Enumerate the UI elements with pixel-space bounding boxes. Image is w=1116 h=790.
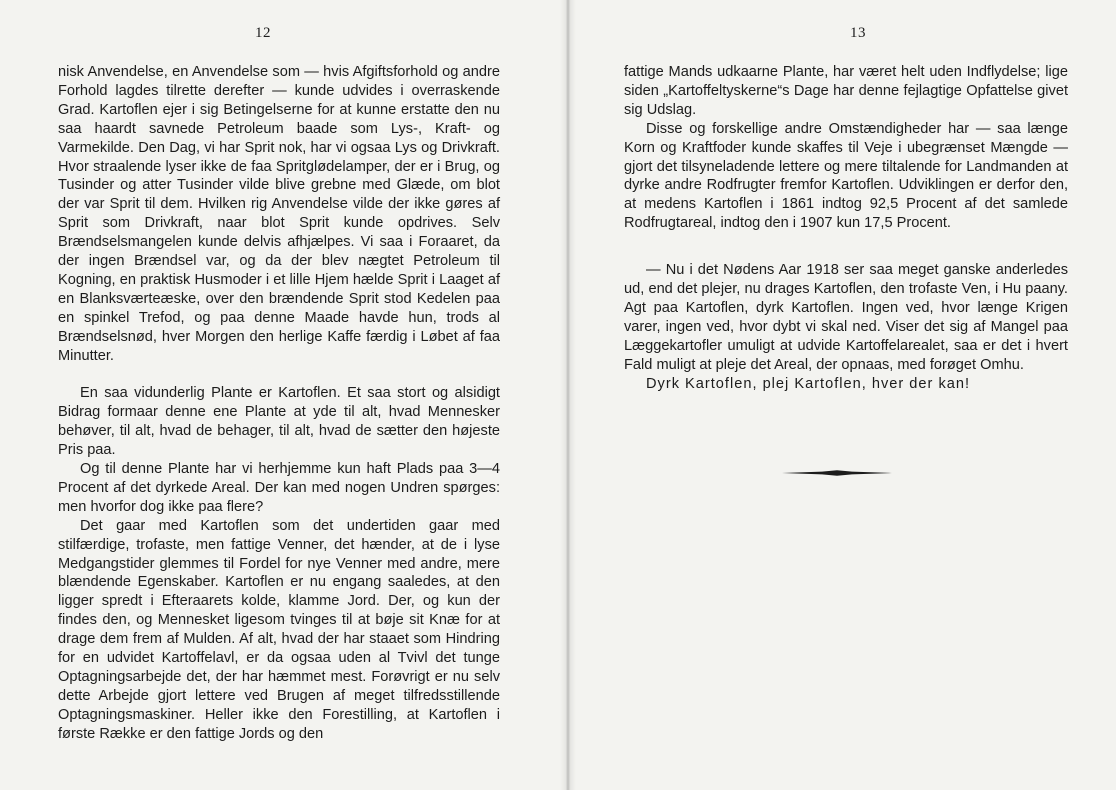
page-number: 13 bbox=[850, 25, 866, 41]
paragraph: Det gaar med Kartoflen som det undertiden gaar med stilfærdige, trofaste, men fattige Venner, det hænder, at de i lyse Medgangstider glemmes til Fordel for nye Venner med andre, mere blændende Egenskaber. Kartoflen er nu engang saaledes, at den ligger spredt i Efteraarets kolde, klamme Jord. Der, og kun der findes den, og Mennesket ligesom tvinges til at bøje sit Knæ for at drage dem frem af Mulden. Af alt, hvad der har staaet som Hindring for en udvidet Kartoffelavl, er da ogsaa uden al Tvivl det tunge Optagningsarbejde det, der har hæmmet mest. Forøvrigt er nu selv dette Arbejde gjort lettere ved Brugen af meget tilfredsstillende Optagningsmaskiner. Heller ikke den Forestilling, at Kartoflen i første Række er den fattige Jords og den bbox=[58, 517, 500, 742]
paragraph: Og til denne Plante har vi herhjemme kun haft Plads paa 3—4 Procent af det dyrkede Areal. Der kan med nogen Undren spørges: men hvorfor dog ikke paa flere? bbox=[58, 461, 500, 515]
paragraph: Disse og forskellige andre Omstændigheder har — saa længe Korn og Kraftfoder kunde skaffes til Veje i ubegrænset Mængde — gjort det tilsyneladende lettere og mere tiltalende for Landmanden at dyrke andre Rodfrugter fremfor Kartoflen. Udviklingen er derfor den, at medens Kartoflen i 1861 indtog 92,5 Procent af det samlede Rodfrugtareal, indtog den i 1907 kun 17,5 Procent. bbox=[624, 120, 1068, 232]
right-page bbox=[572, 0, 1116, 790]
left-page-text bbox=[58, 63, 500, 744]
closing-line: Dyrk Kartoflen, plej Kartoflen, hver der kan! bbox=[646, 375, 971, 392]
page-number: 12 bbox=[255, 25, 271, 41]
divider-ornament bbox=[782, 470, 892, 476]
paragraph: nisk Anvendelse, en Anvendelse som — hvis Afgiftsforhold og andre Forhold lagdes tilrette derefter — kunde udvides i overraskende Grad. Kartoflen ejer i sig Betingelserne for at kunne erstatte den nu saa haardt savnede Petroleum baade som Lys-, Kraft- og Varmekilde. Den Dag, vi har Sprit nok, har vi ogsaa Lys og Drivkraft. Hvor straalende lyser ikke de faa Spritglødelamper, der er i Brug, og Tusinder og atter Tusinder vilde blive grebne med Glæde, om blot der var Sprit til dem. Hvilken rig Anvendelse vilde der ikke gøres af Sprit som Drivkraft, naar blot Sprit kunde opdrives. Selv Brændselsmangelen kunde delvis afhjælpes. Vi saa i Foraaret, da der ingen Brændsel var, og da der blev nægtet Petroleum til Kogning, en praktisk Husmoder i et lille Hjem hælde Sprit i Laaget af en Blanksværteæske, over den brændende Sprit stod Kedelen paa en spinkel Trefod, og paa denne Maade havde hun, trods al Brændselsnød, hver Morgen den herlige Kaffe færdig i Løbet af faa Minutter. bbox=[58, 64, 500, 364]
paragraph: fattige Mands udkaarne Plante, har været helt uden Indflydelse; lige siden „Kartoffeltyskerne“s Dage har denne fejlagtige Opfattelse givet sig Udslag. bbox=[624, 64, 1068, 118]
right-page-text bbox=[624, 63, 1068, 394]
paragraph: — Nu i det Nødens Aar 1918 ser saa meget ganske anderledes ud, end det plejer, nu drages Kartoflen, den trofaste Ven, i Hu paany. Agt paa Kartoflen, dyrk Kartoflen. Ingen ved, hvor længe Krigen varer, ingen ved, hvor dybt vi skal ned. Viser det sig af Mangel paa Læggekartofler umuligt at udvide Kartoffelarealet, saa er det i hvert Fald muligt at pleje det Areal, der opnaas, med forøget Omhu. bbox=[624, 262, 1068, 373]
paragraph: En saa vidunderlig Plante er Kartoflen. Et saa stort og alsidigt Bidrag formaar denne ene Plante at yde til alt, hvad Mennesker behøver, til alt, hvad de behager, til alt, hvad de sætter den højeste Pris paa. bbox=[58, 385, 500, 459]
